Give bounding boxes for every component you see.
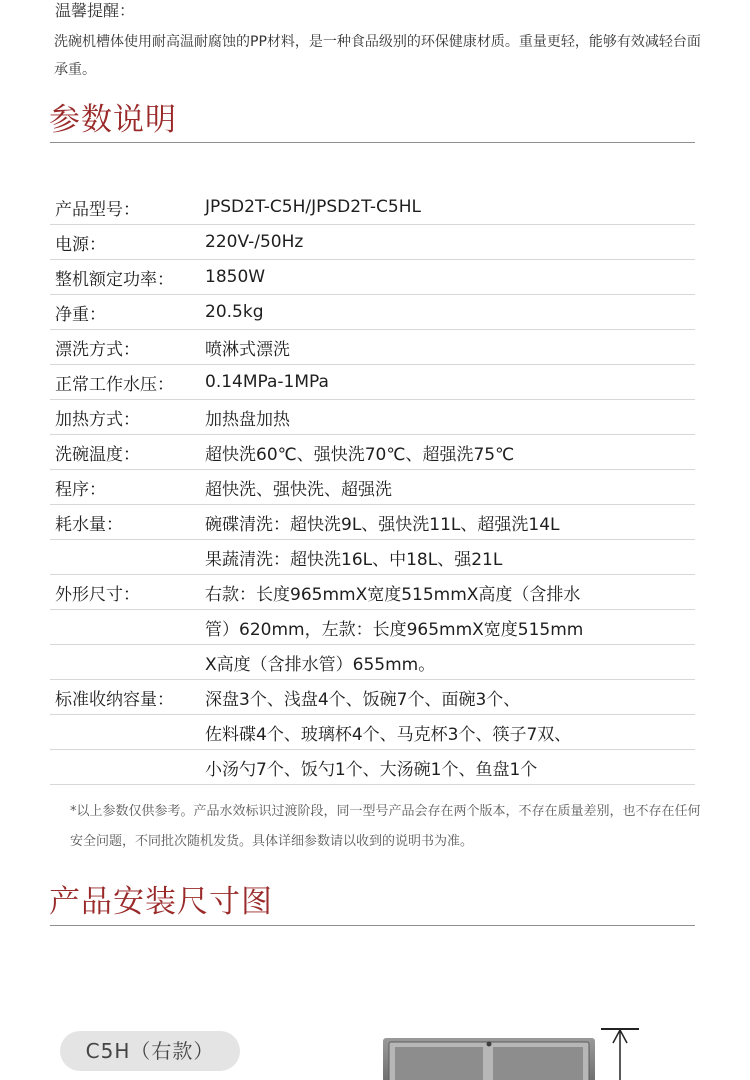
spec-key: 加热方式： <box>50 400 205 435</box>
spec-value: 佐料碟4个、玻璃杯4个、马克杯3个、筷子7双、 <box>205 715 695 750</box>
spec-key <box>50 750 205 785</box>
spec-value: 0.14MPa-1MPa <box>205 365 695 400</box>
spec-value: 20.5kg <box>205 295 695 330</box>
spec-value: 超快洗、强快洗、超强洗 <box>205 470 695 505</box>
spec-key: 净重： <box>50 295 205 330</box>
spec-key: 耗水量： <box>50 505 205 540</box>
table-row <box>50 400 695 435</box>
table-row <box>50 365 695 400</box>
spec-key: 漂洗方式： <box>50 330 205 365</box>
tip-body: 洗碗机槽体使用耐高温耐腐蚀的PP材料，是一种食品级别的环保健康材质。重量更轻，能够有效减轻台面承重。 <box>54 34 701 78</box>
spec-value: 管）620mm，左款：长度965mmX宽度515mm <box>205 610 695 645</box>
table-row <box>50 645 695 680</box>
spec-value: JPSD2T-C5H/JPSD2T-C5HL <box>205 190 695 225</box>
spec-value: 220V-/50Hz <box>205 225 695 260</box>
table-row <box>50 575 695 610</box>
spec-key <box>50 715 205 750</box>
sink-basin-right <box>493 1047 583 1080</box>
tip-title: 温馨提醒： <box>55 1 136 20</box>
table-row <box>50 225 695 260</box>
sink-basin-left <box>395 1047 483 1080</box>
spec-key: 洗碗温度： <box>50 435 205 470</box>
table-row <box>50 610 695 645</box>
spec-key <box>50 540 205 575</box>
params-disclaimer-note: *以上参数仅供参考。产品水效标识过渡阶段，同一型号产品会存在两个版本，不存在质量差别，也不存在任何安全问题，不同批次随机发货。具体详细参数请以收到的说明书为准。 <box>70 804 701 849</box>
model-tag-c5h-right: C5H（右款） <box>60 1031 240 1071</box>
install-section-title: 产品安装尺寸图 <box>49 884 273 920</box>
spec-table <box>50 190 695 785</box>
table-row <box>50 540 695 575</box>
spec-key <box>50 645 205 680</box>
spec-key: 产品型号： <box>50 190 205 225</box>
spec-value: 右款：长度965mmX宽度515mmX高度（含排水 <box>205 575 695 610</box>
table-row <box>50 190 695 225</box>
spec-value: 小汤勺7个、饭勺1个、大汤碗1个、鱼盘1个 <box>205 750 695 785</box>
spec-key: 标准收纳容量： <box>50 680 205 715</box>
table-row <box>50 715 695 750</box>
spec-value: 碗碟清洗：超快洗9L、强快洗11L、超强洗14L <box>205 505 695 540</box>
table-row <box>50 295 695 330</box>
spec-key: 电源： <box>50 225 205 260</box>
table-row <box>50 750 695 785</box>
params-section-title: 参数说明 <box>49 102 177 138</box>
spec-value: 超快洗60℃、强快洗70℃、超强洗75℃ <box>205 435 695 470</box>
install-section-divider <box>50 925 695 926</box>
spec-value: 深盘3个、浅盘4个、饭碗7个、面碗3个、 <box>205 680 695 715</box>
spec-key: 正常工作水压： <box>50 365 205 400</box>
spec-key: 程序： <box>50 470 205 505</box>
spec-value: 喷淋式漂洗 <box>205 330 695 365</box>
spec-value: 果蔬清洗：超快洗16L、中18L、强21L <box>205 540 695 575</box>
table-row <box>50 505 695 540</box>
table-row <box>50 260 695 295</box>
table-row <box>50 470 695 505</box>
params-section-divider <box>50 142 695 143</box>
spec-key: 外形尺寸： <box>50 575 205 610</box>
faucet-hole-icon <box>487 1042 492 1047</box>
spec-key: 整机额定功率： <box>50 260 205 295</box>
spec-key <box>50 610 205 645</box>
spec-value: 1850W <box>205 260 695 295</box>
table-row <box>50 435 695 470</box>
spec-value: X高度（含排水管）655mm。 <box>205 645 695 680</box>
table-row <box>50 680 695 715</box>
spec-value: 加热盘加热 <box>205 400 695 435</box>
table-row <box>50 330 695 365</box>
sink-dishwasher-drawing <box>375 1024 645 1080</box>
